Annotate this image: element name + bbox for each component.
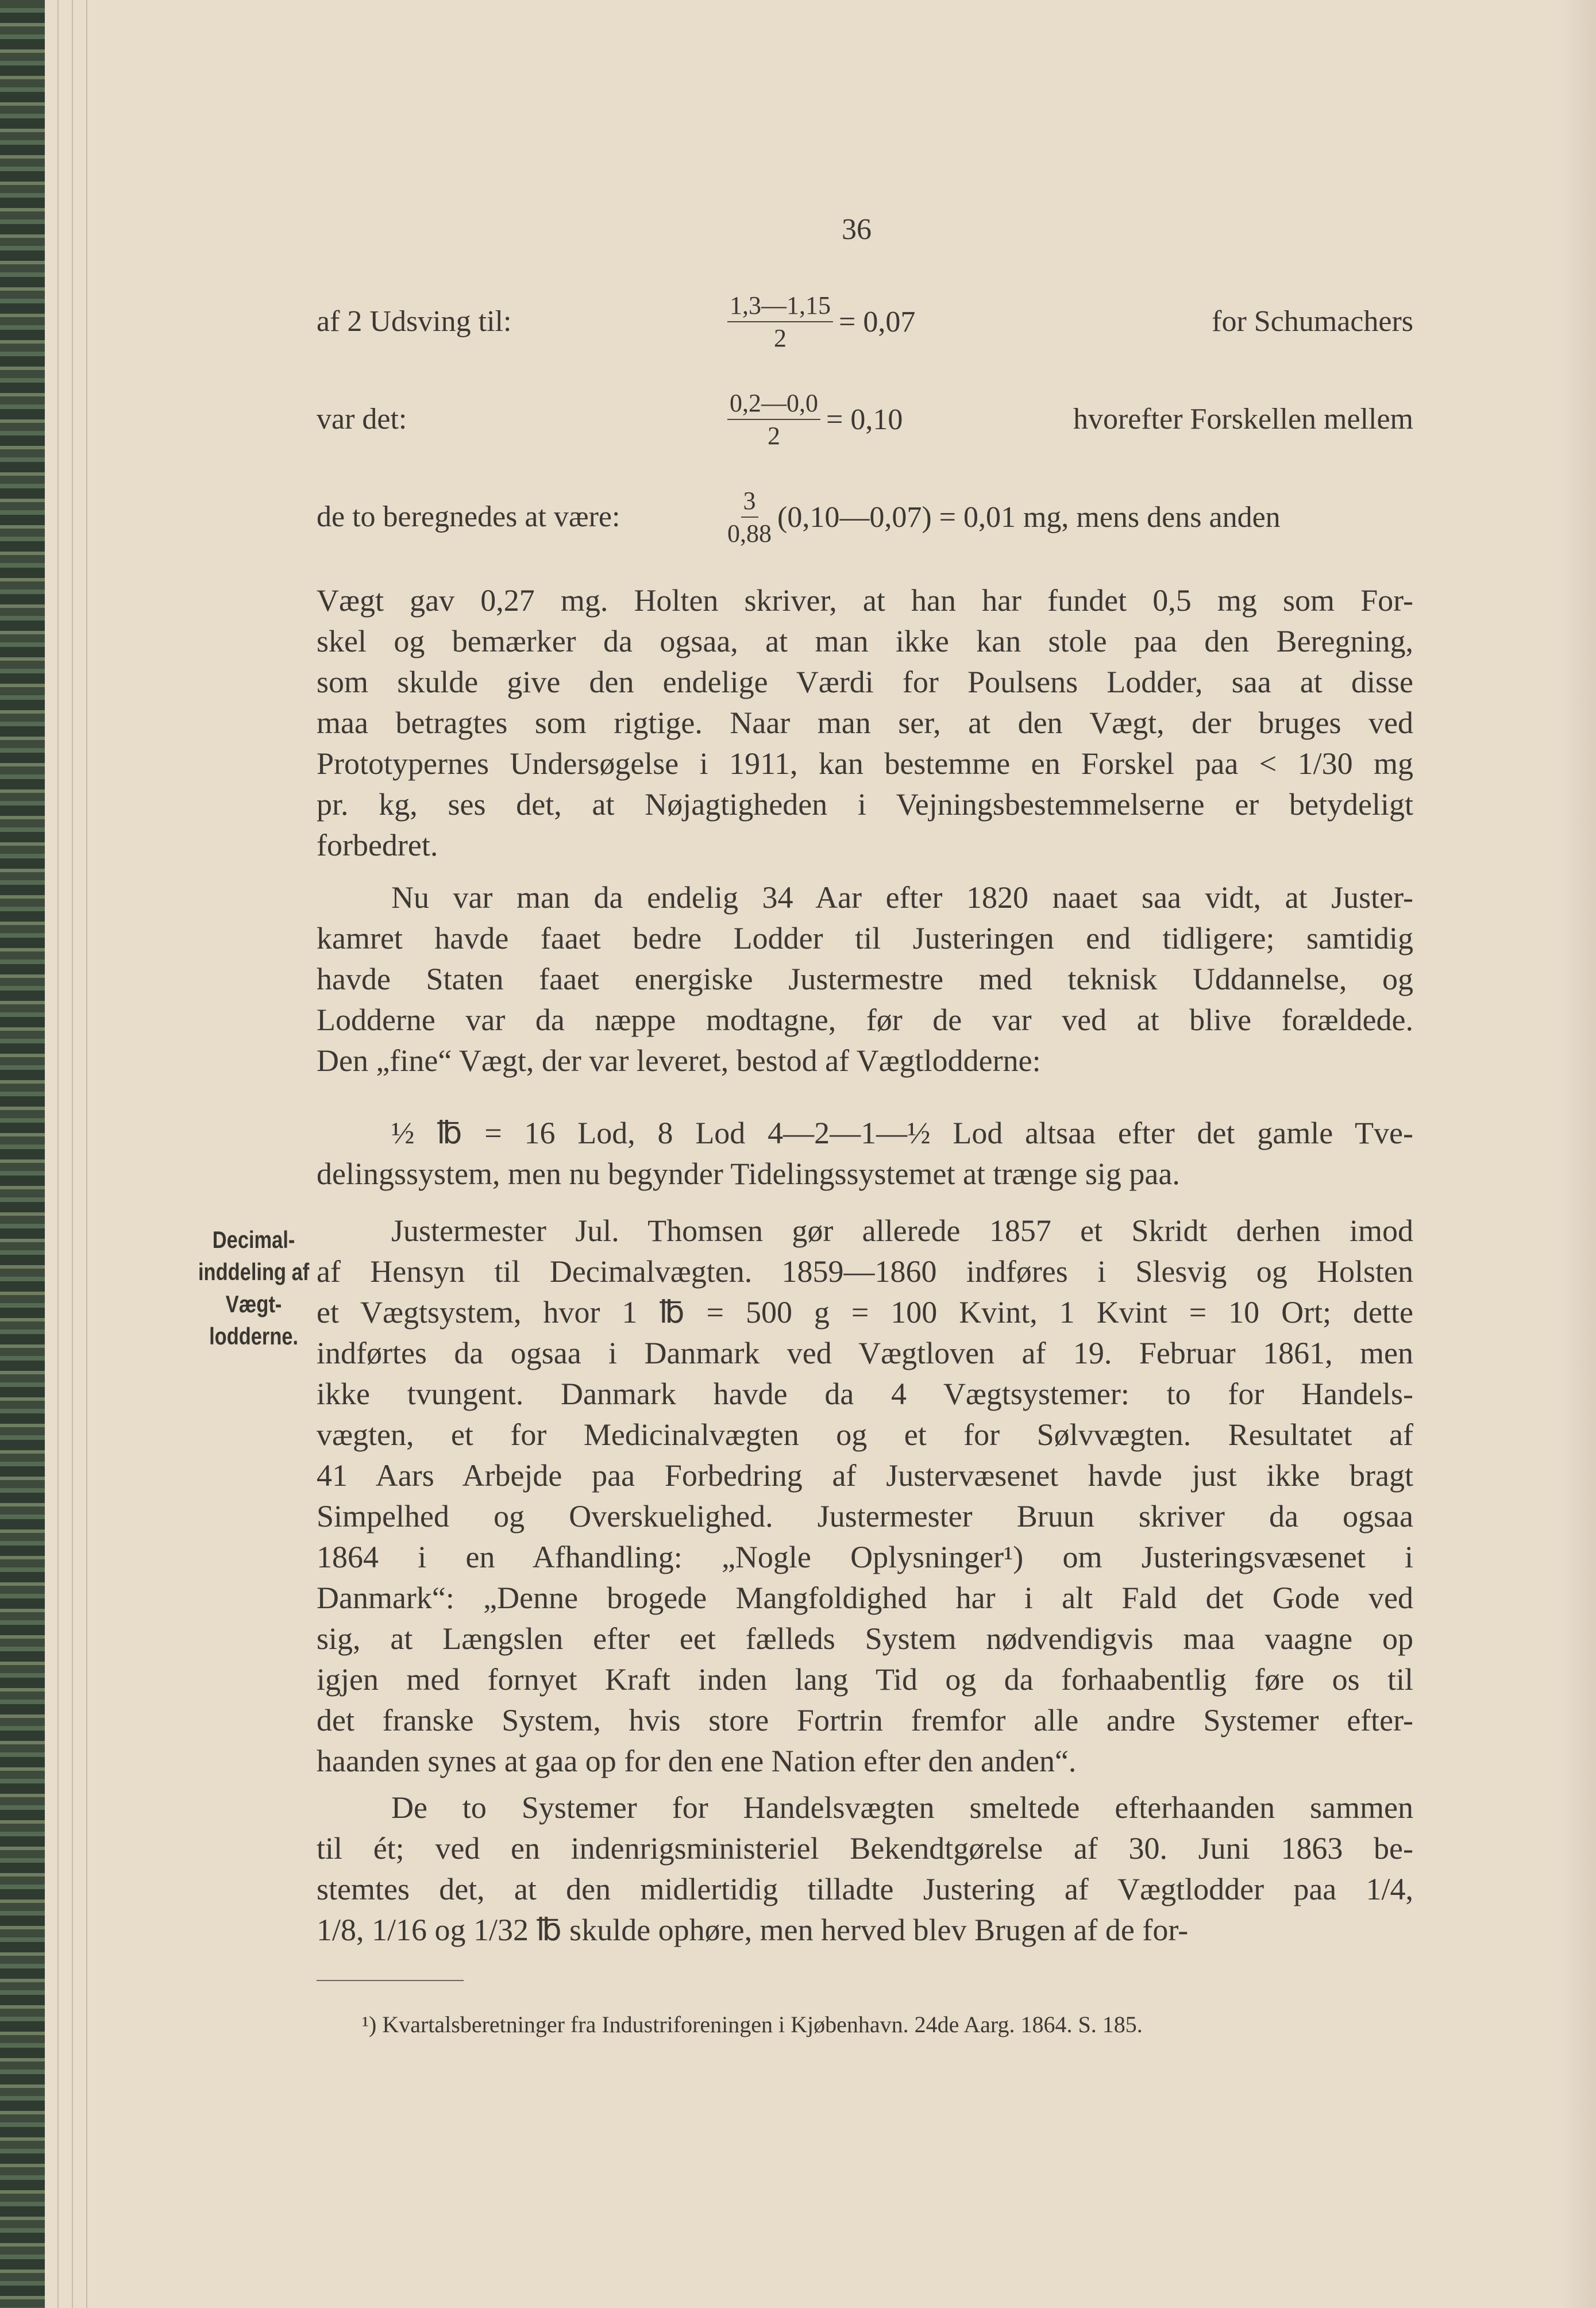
fraction-numerator: 1,3—1,15	[727, 291, 833, 322]
text-line: skel og bemærker da ogsaa, at man ikke kan stole paa den Beregning,	[317, 624, 1413, 658]
paragraph-4	[317, 1211, 1413, 1782]
equation-1	[317, 282, 1413, 362]
page-shadow	[1562, 0, 1596, 2308]
equation-trailing-text: for Schumachers	[1212, 305, 1413, 338]
equation-label: de to beregnedes at være:	[317, 500, 620, 533]
page-edge	[57, 0, 59, 2308]
text-line: sig, at Længslen efter eet fælleds System nødvendigvis maa vaagne op	[317, 1621, 1413, 1656]
equation-result: (0,10—0,07) = 0,01 mg, mens dens anden	[777, 500, 1281, 534]
text-line: Nu var man da endelig 34 Aar efter 1820 naaet saa vidt, at Juster-	[391, 880, 1413, 915]
text-line: pr. kg, ses det, at Nøjagtigheden i Vejningsbestemmelserne er betydeligt	[317, 787, 1413, 822]
text-line: Justermester Jul. Thomsen gør allerede 1857 et Skridt derhen imod	[391, 1213, 1413, 1248]
footnote-rule	[317, 1980, 464, 1981]
text-line: 1864 i en Afhandling: „Nogle Oplysninger¹) om Justeringsvæsenet i	[317, 1540, 1413, 1574]
paragraph-2	[317, 877, 1413, 1081]
paragraph-3	[317, 1113, 1413, 1195]
paragraph-1	[317, 580, 1413, 866]
footnote: ¹) Kvartalsberetninger fra Industriforeningen i Kjøbenhavn. 24de Aarg. 1864. S. 185.	[362, 2012, 1143, 2037]
text-line: til ét; ved en indenrigsministeriel Bekendtgørelse af 30. Juni 1863 be-	[317, 1831, 1413, 1866]
text-line: ½ ℔ = 16 Lod, 8 Lod 4—2—1—½ Lod altsaa efter det gamle Tve-	[391, 1116, 1413, 1150]
book-binding-edge	[0, 0, 45, 2308]
margin-note-line: inddeling af	[198, 1258, 310, 1285]
equation-label: af 2 Udsving til:	[317, 305, 512, 338]
fraction-numerator: 3	[741, 486, 758, 518]
margin-note	[197, 1224, 310, 1353]
text-line: Lodderne var da næppe modtagne, før de var ved at blive forældede.	[317, 1003, 1413, 1037]
text-line: det franske System, hvis store Fortrin fremfor alle andre Systemer efter-	[317, 1703, 1413, 1737]
text-line: 41 Aars Arbejde paa Forbedring af Justervæsenet havde just ikke bragt	[317, 1458, 1413, 1493]
text-line: Danmark“: „Denne brogede Mangfoldighed har i alt Fald det Gode ved	[317, 1581, 1413, 1615]
text-line: Prototypernes Undersøgelse i 1911, kan bestemme en Forskel paa < 1/30 mg	[317, 746, 1413, 781]
page-edge	[72, 0, 73, 2308]
text-line: ikke tvungent. Danmark havde da 4 Vægtsystemer: to for Handels-	[317, 1377, 1413, 1411]
text-line: Den „fine“ Vægt, der var leveret, bestod af Vægtlodderne:	[317, 1043, 1041, 1078]
text-line: De to Systemer for Handelsvægten smeltede efterhaanden sammen	[391, 1790, 1413, 1825]
text-line: stemtes det, at den midlertidig tilladte Justering af Vægtlodder paa 1/4,	[317, 1872, 1413, 1906]
text-line: haanden synes at gaa op for den ene Nation efter den anden“.	[317, 1744, 1077, 1778]
text-line: forbedret.	[317, 828, 438, 862]
equation-trailing-text: hvorefter Forskellen mellem	[1073, 403, 1413, 436]
fraction-numerator: 0,2—0,0	[727, 388, 820, 420]
text-line: kamret havde faaet bedre Lodder til Justeringen end tidligere; samtidig	[317, 921, 1413, 955]
margin-note-line: Vægt-	[225, 1290, 282, 1317]
text-line: delingssystem, men nu begynder Tidelingssystemet at trænge sig paa.	[317, 1157, 1180, 1191]
text-line: Simpelhed og Overskuelighed. Justermester Bruun skriver da ogsaa	[317, 1499, 1413, 1533]
text-line: vægten, et for Medicinalvægten og et for Sølvvægten. Resultatet af	[317, 1417, 1413, 1452]
margin-note-line: Decimal-	[212, 1226, 295, 1253]
text-line: Vægt gav 0,27 mg. Holten skriver, at han har fundet 0,5 mg som For-	[317, 583, 1413, 618]
equation-3	[317, 477, 1413, 557]
equation-label: var det:	[317, 403, 407, 436]
page-number: 36	[842, 213, 872, 246]
text-line: igjen med fornyet Kraft inden lang Tid og da forhaabentlig føre os til	[317, 1662, 1413, 1697]
text-line: som skulde give den endelige Værdi for Poulsens Lodder, saa at disse	[317, 665, 1413, 699]
equation-result: = 0,10	[826, 403, 903, 436]
text-line: indførtes da ogsaa i Danmark ved Vægtloven af 19. Februar 1861, men	[317, 1336, 1413, 1370]
text-line: havde Staten faaet energiske Justermestre med teknisk Uddannelse, og	[317, 962, 1413, 996]
page-edge	[86, 0, 87, 2308]
margin-note-line: lodderne.	[209, 1323, 299, 1350]
text-line: 1/8, 1/16 og 1/32 ℔ skulde ophøre, men herved blev Brugen af de for-	[317, 1913, 1189, 1947]
fraction-denominator: 2	[774, 324, 787, 352]
paragraph-5	[317, 1787, 1413, 1951]
fraction-denominator: 0,88	[727, 519, 772, 548]
text-line: maa betragtes som rigtige. Naar man ser, at den Vægt, der bruges ved	[317, 706, 1413, 740]
equation-result: = 0,07	[839, 305, 916, 338]
equation-2	[317, 379, 1413, 460]
text-line: af Hensyn til Decimalvægten. 1859—1860 indføres i Slesvig og Holsten	[317, 1254, 1413, 1289]
fraction-denominator: 2	[768, 422, 780, 450]
text-line: et Vægtsystem, hvor 1 ℔ = 500 g = 100 Kvint, 1 Kvint = 10 Ort; dette	[317, 1295, 1413, 1330]
